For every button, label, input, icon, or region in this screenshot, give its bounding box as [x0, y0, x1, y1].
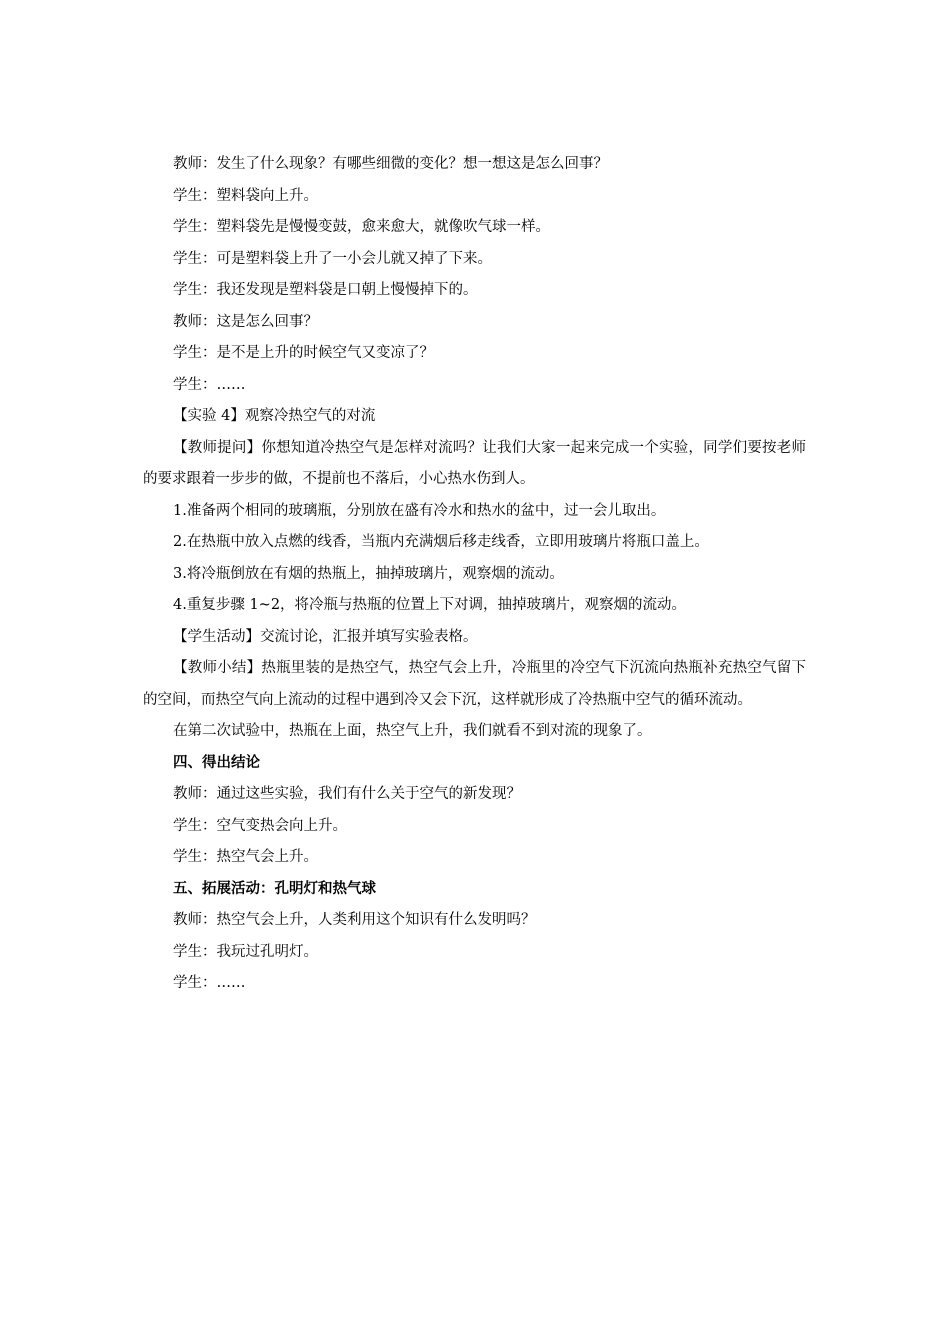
paragraph-teacher-summary: 【教师小结】热瓶里装的是热空气，热空气会上升，冷瓶里的冷空气下沉流向热瓶补充热空气留下的空间，而热空气向上流动的过程中遇到冷又会下沉，这样就形成了冷热瓶中空气的循环流动。	[143, 660, 806, 708]
paragraph-student-answer-9: 学生：我玩过孔明灯。	[173, 943, 318, 960]
paragraph-teacher-question-2: 教师：这是怎么回事？	[173, 313, 318, 330]
paragraph-student-answer-1: 学生：塑料袋向上升。	[173, 187, 318, 204]
paragraph-second-trial: 在第二次试验中，热瓶在上面，热空气上升，我们就看不到对流的现象了。	[173, 723, 652, 739]
section-heading-extension: 五、拓展活动：孔明灯和热气球	[173, 880, 376, 897]
paragraph-student-answer-7: 学生：空气变热会向上升。	[173, 817, 347, 834]
paragraph-teacher-prompt: 【教师提问】你想知道冷热空气是怎样对流吗？让我们大家一起来完成一个实验，同学们要按老师的要求跟着一步步的做，不提前也不落后，小心热水伤到人。	[143, 439, 806, 487]
section-heading-conclusion: 四、得出结论	[173, 754, 260, 771]
paragraph-student-answer-5: 学生：是不是上升的时候空气又变凉了？	[173, 345, 434, 361]
paragraph-student-answer-3: 学生：可是塑料袋上升了一小会儿就又掉了下来。	[173, 250, 492, 267]
step-1: 1.准备两个相同的玻璃瓶，分别放在盛有冷水和热水的盆中，过一会儿取出。	[173, 502, 666, 519]
step-4: 4.重复步骤 1~2，将冷瓶与热瓶的位置上下对调，抽掉玻璃片，观察烟的流动。	[173, 597, 687, 613]
paragraph-teacher-question-1: 教师：发生了什么现象？有哪些细微的变化？想一想这是怎么回事？	[173, 156, 608, 172]
step-2: 2.在热瓶中放入点燃的线香，当瓶内充满烟后移走线香，立即用玻璃片将瓶口盖上。	[173, 534, 709, 550]
paragraph-student-answer-2: 学生：塑料袋先是慢慢变鼓，愈来愈大，就像吹气球一样。	[173, 219, 550, 235]
paragraph-teacher-question-3: 教师：通过这些实验，我们有什么关于空气的新发现？	[173, 786, 521, 802]
paragraph-student-answer-10: 学生：……	[173, 975, 246, 991]
paragraph-student-answer-4: 学生：我还发现是塑料袋是口朝上慢慢掉下的。	[173, 282, 478, 298]
experiment-4-title: 【实验 4】观察冷热空气的对流	[173, 408, 376, 424]
step-3: 3.将冷瓶倒放在有烟的热瓶上，抽掉玻璃片，观察烟的流动。	[173, 565, 564, 582]
paragraph-student-answer-8: 学生：热空气会上升。	[173, 849, 318, 865]
paragraph-teacher-question-4: 教师：热空气会上升，人类利用这个知识有什么发明吗？	[173, 912, 536, 928]
paragraph-student-answer-6: 学生：……	[173, 376, 246, 393]
document-body	[143, 149, 806, 1000]
paragraph-student-activity: 【学生活动】交流讨论，汇报并填写实验表格。	[173, 628, 478, 645]
